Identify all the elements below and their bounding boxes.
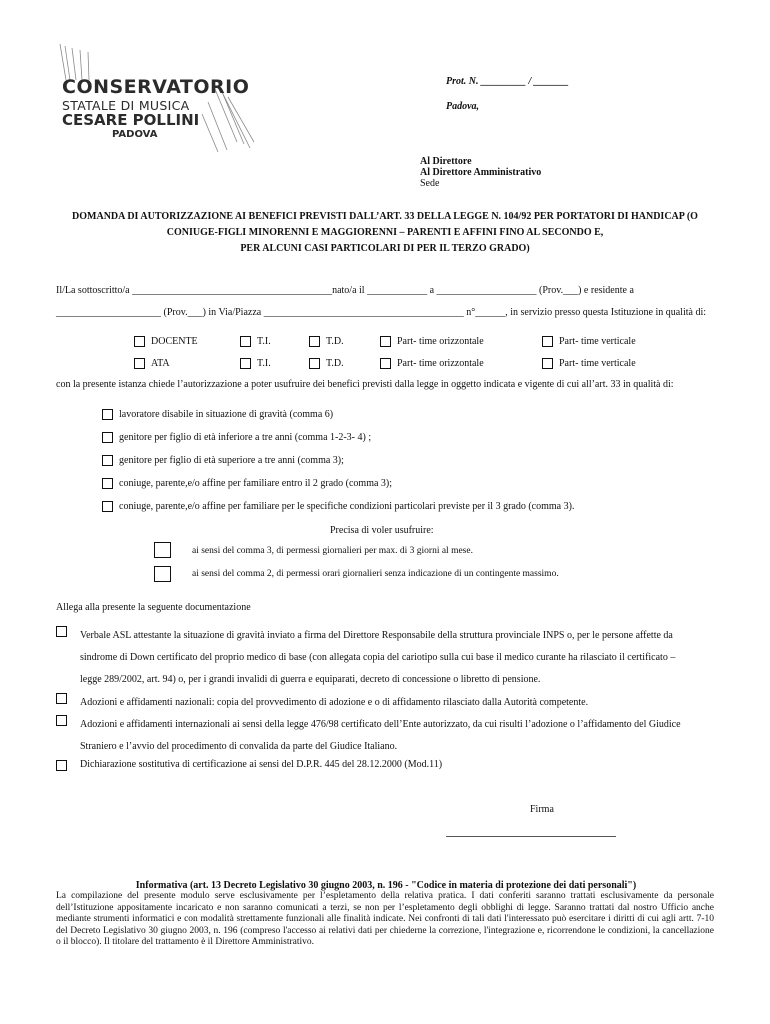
document-item (80, 692, 588, 714)
document-line: Straniero e l’avvio del procedimento di convalida da parte del Giudice Italiano. (80, 741, 398, 752)
role-row-ata (134, 358, 694, 372)
option-label: Part- time verticale (559, 358, 636, 369)
place-date: Padova, (446, 101, 480, 112)
quality-label: coniuge, parente,e/o affine per familiare entro il 2 grado (comma 3); (119, 478, 393, 489)
quality-item (102, 455, 344, 466)
quality-checkbox[interactable] (102, 478, 113, 489)
option-label: T.D. (326, 336, 344, 347)
precisa-text: Precisa di voler usufruire: (330, 525, 434, 536)
signature-line[interactable] (446, 836, 616, 837)
document-checkbox-dichiarazione[interactable] (56, 760, 67, 771)
usufruire-label: ai sensi del comma 2, di permessi orari giornalieri senza indicazione di un contingente massimo. (192, 569, 559, 579)
quality-checkbox[interactable] (102, 501, 113, 512)
quality-label: lavoratore disabile in situazione di gravità (comma 6) (119, 409, 334, 420)
document-line: Dichiarazione sostitutiva di certificazione ai sensi del D.P.R. 445 del 28.12.2000 (Mod.11) (80, 759, 443, 770)
quality-label: genitore per figlio di età superiore a tre anni (comma 3); (119, 455, 344, 466)
logo (52, 42, 262, 154)
quality-label: coniuge, parente,e/o affine per familiare per le specifiche condizioni particolari previste per il 3 grado (comma 3). (119, 501, 575, 512)
document-title (20, 209, 750, 257)
docente-pt-verticale-checkbox[interactable] (542, 336, 553, 347)
ata-td-checkbox[interactable] (309, 358, 320, 369)
document-line: Adozioni e affidamenti internazionali ai sensi della legge 476/98 certificato dell’Ente autorizzato, da cui risulti l’adozione o l’affidamento del Giudice (80, 719, 681, 730)
document-checkbox-adozioni-nazionali[interactable] (56, 693, 67, 704)
document-checkbox-verbale-asl[interactable] (56, 626, 67, 637)
protocol-number: Prot. N. _________ / _______ (446, 76, 569, 87)
option-label: T.I. (257, 336, 271, 347)
informativa-body: La compilazione del presente modulo serve esclusivamente per l’espletamento della relativa pratica. I dati conferiti saranno trattati esclusivamente da personale dell’Istituzione appositamente incaricato e non saranno comunicati a terzi, se non per l’espletamento degli obblighi di legge. Saranno trattati dal nostro Ufficio anche mediante strumenti informatici e con modalità strettamente funzionali alle finalità indicate. Nei confronti di tali dati l'interessato può esercitare i diritti di cui agli artt. 7-10 del Decreto Legislativo 30 giugno 2003, n. 196 (compreso l'accesso ai relativi dati per chiederne la correzione, l'integrazione e, ricorrendone le condizioni, la cancellazione o il blocco). Il titolare del trattamento è il Direttore Amministrativo. (56, 891, 714, 948)
quality-checkbox[interactable] (102, 455, 113, 466)
quality-item (102, 432, 371, 443)
quality-label: genitore per figlio di età inferiore a tre anni (comma 1-2-3- 4) ; (119, 432, 372, 443)
informativa-title: Informativa (art. 13 Decreto Legislativo 30 giugno 2003, n. 196 - "Codice in materia di protezione dei dati personali") (135, 880, 637, 891)
signature-label: Firma (530, 804, 554, 815)
allega-title: Allega alla presente la seguente documentazione (56, 602, 251, 613)
logo-line-padova: PADOVA (112, 129, 158, 140)
document-line: Adozioni e affidamenti nazionali: copia del provvedimento di adozione e o di affidamento rilasciato dalla Autorità competente. (80, 697, 589, 708)
docente-ti-checkbox[interactable] (240, 336, 251, 347)
title-line-2: CONIUGE-FIGLI MINORENNI E MAGGIORENNI – PARENTI E AFFINI FINO AL SECONDO E, (166, 227, 604, 238)
addressee-direttore-amm: Al Direttore Amministrativo (420, 167, 542, 178)
addressee-direttore: Al Direttore (420, 156, 472, 167)
option-label: T.D. (326, 358, 344, 369)
role-row-docente (134, 336, 694, 350)
option-label: T.I. (257, 358, 271, 369)
docente-checkbox[interactable] (134, 336, 145, 347)
usufruire-checkbox-comma3[interactable] (154, 542, 171, 558)
quality-item (102, 501, 574, 512)
option-label: Part- time verticale (559, 336, 636, 347)
ata-pt-verticale-checkbox[interactable] (542, 358, 553, 369)
title-line-1: DOMANDA DI AUTORIZZAZIONE AI BENEFICI PREVISTI DALL’ART. 33 DELLA LEGGE N. 104/92 PER PORTATORI DI HANDICAP (O (72, 211, 698, 222)
role-label: DOCENTE (151, 336, 198, 347)
request-text: con la presente istanza chiede l’autorizzazione a poter usufruire dei benefici previsti dalla legge in oggetto indicata e vigente di cui all’art. 33 in qualità di: (56, 379, 674, 390)
logo-line-statale: STATALE DI MUSICA (62, 98, 190, 113)
document-item (80, 625, 675, 691)
document-item (80, 759, 442, 770)
ata-ti-checkbox[interactable] (240, 358, 251, 369)
quality-item (102, 409, 333, 420)
docente-td-checkbox[interactable] (309, 336, 320, 347)
document-checkbox-adozioni-internazionali[interactable] (56, 715, 67, 726)
quality-checkbox[interactable] (102, 409, 113, 420)
document-item (80, 714, 681, 758)
option-label: Part- time orizzontale (397, 358, 484, 369)
usufruire-checkbox-comma2[interactable] (154, 566, 171, 582)
addressee-sede: Sede (420, 178, 440, 189)
ata-pt-orizzontale-checkbox[interactable] (380, 358, 391, 369)
logo-line-conservatorio: CONSERVATORIO (62, 76, 250, 98)
applicant-line-2: _____________________ (Prov.___) in Via/Piazza ________________________________________ n°______, in servizio presso questa Istituzione in qualità di: (56, 307, 706, 318)
document-line: Verbale ASL attestante la situazione di gravità inviato a firma del Direttore Responsabile della struttura provinciale INPS o, per le persone affette da (80, 630, 673, 641)
role-label: ATA (151, 358, 170, 369)
document-line: legge 289/2002, art. 94) o, per i grandi invalidi di guerra e equiparati, decreto di concessione o libretto di pensione. (80, 674, 541, 685)
document-line: sindrome di Down certificato del proprio medico di base (con allegata copia del cariotipo sulla cui base il medico curante ha rilasciato il certificato – (80, 652, 676, 663)
logo-line-pollini: CESARE POLLINI (62, 111, 200, 129)
ata-checkbox[interactable] (134, 358, 145, 369)
quality-checkbox[interactable] (102, 432, 113, 443)
docente-pt-orizzontale-checkbox[interactable] (380, 336, 391, 347)
usufruire-label: ai sensi del comma 3, di permessi giornalieri per max. di 3 giorni al mese. (192, 546, 473, 556)
quality-item (102, 478, 392, 489)
option-label: Part- time orizzontale (397, 336, 484, 347)
applicant-line-1: Il/La sottoscritto/a ________________________________________nato/a il ____________ a ____________________ (Prov.___) e residente a (56, 285, 634, 296)
title-line-3: PER ALCUNI CASI PARTICOLARI DI PER IL TERZO GRADO) (240, 243, 530, 254)
